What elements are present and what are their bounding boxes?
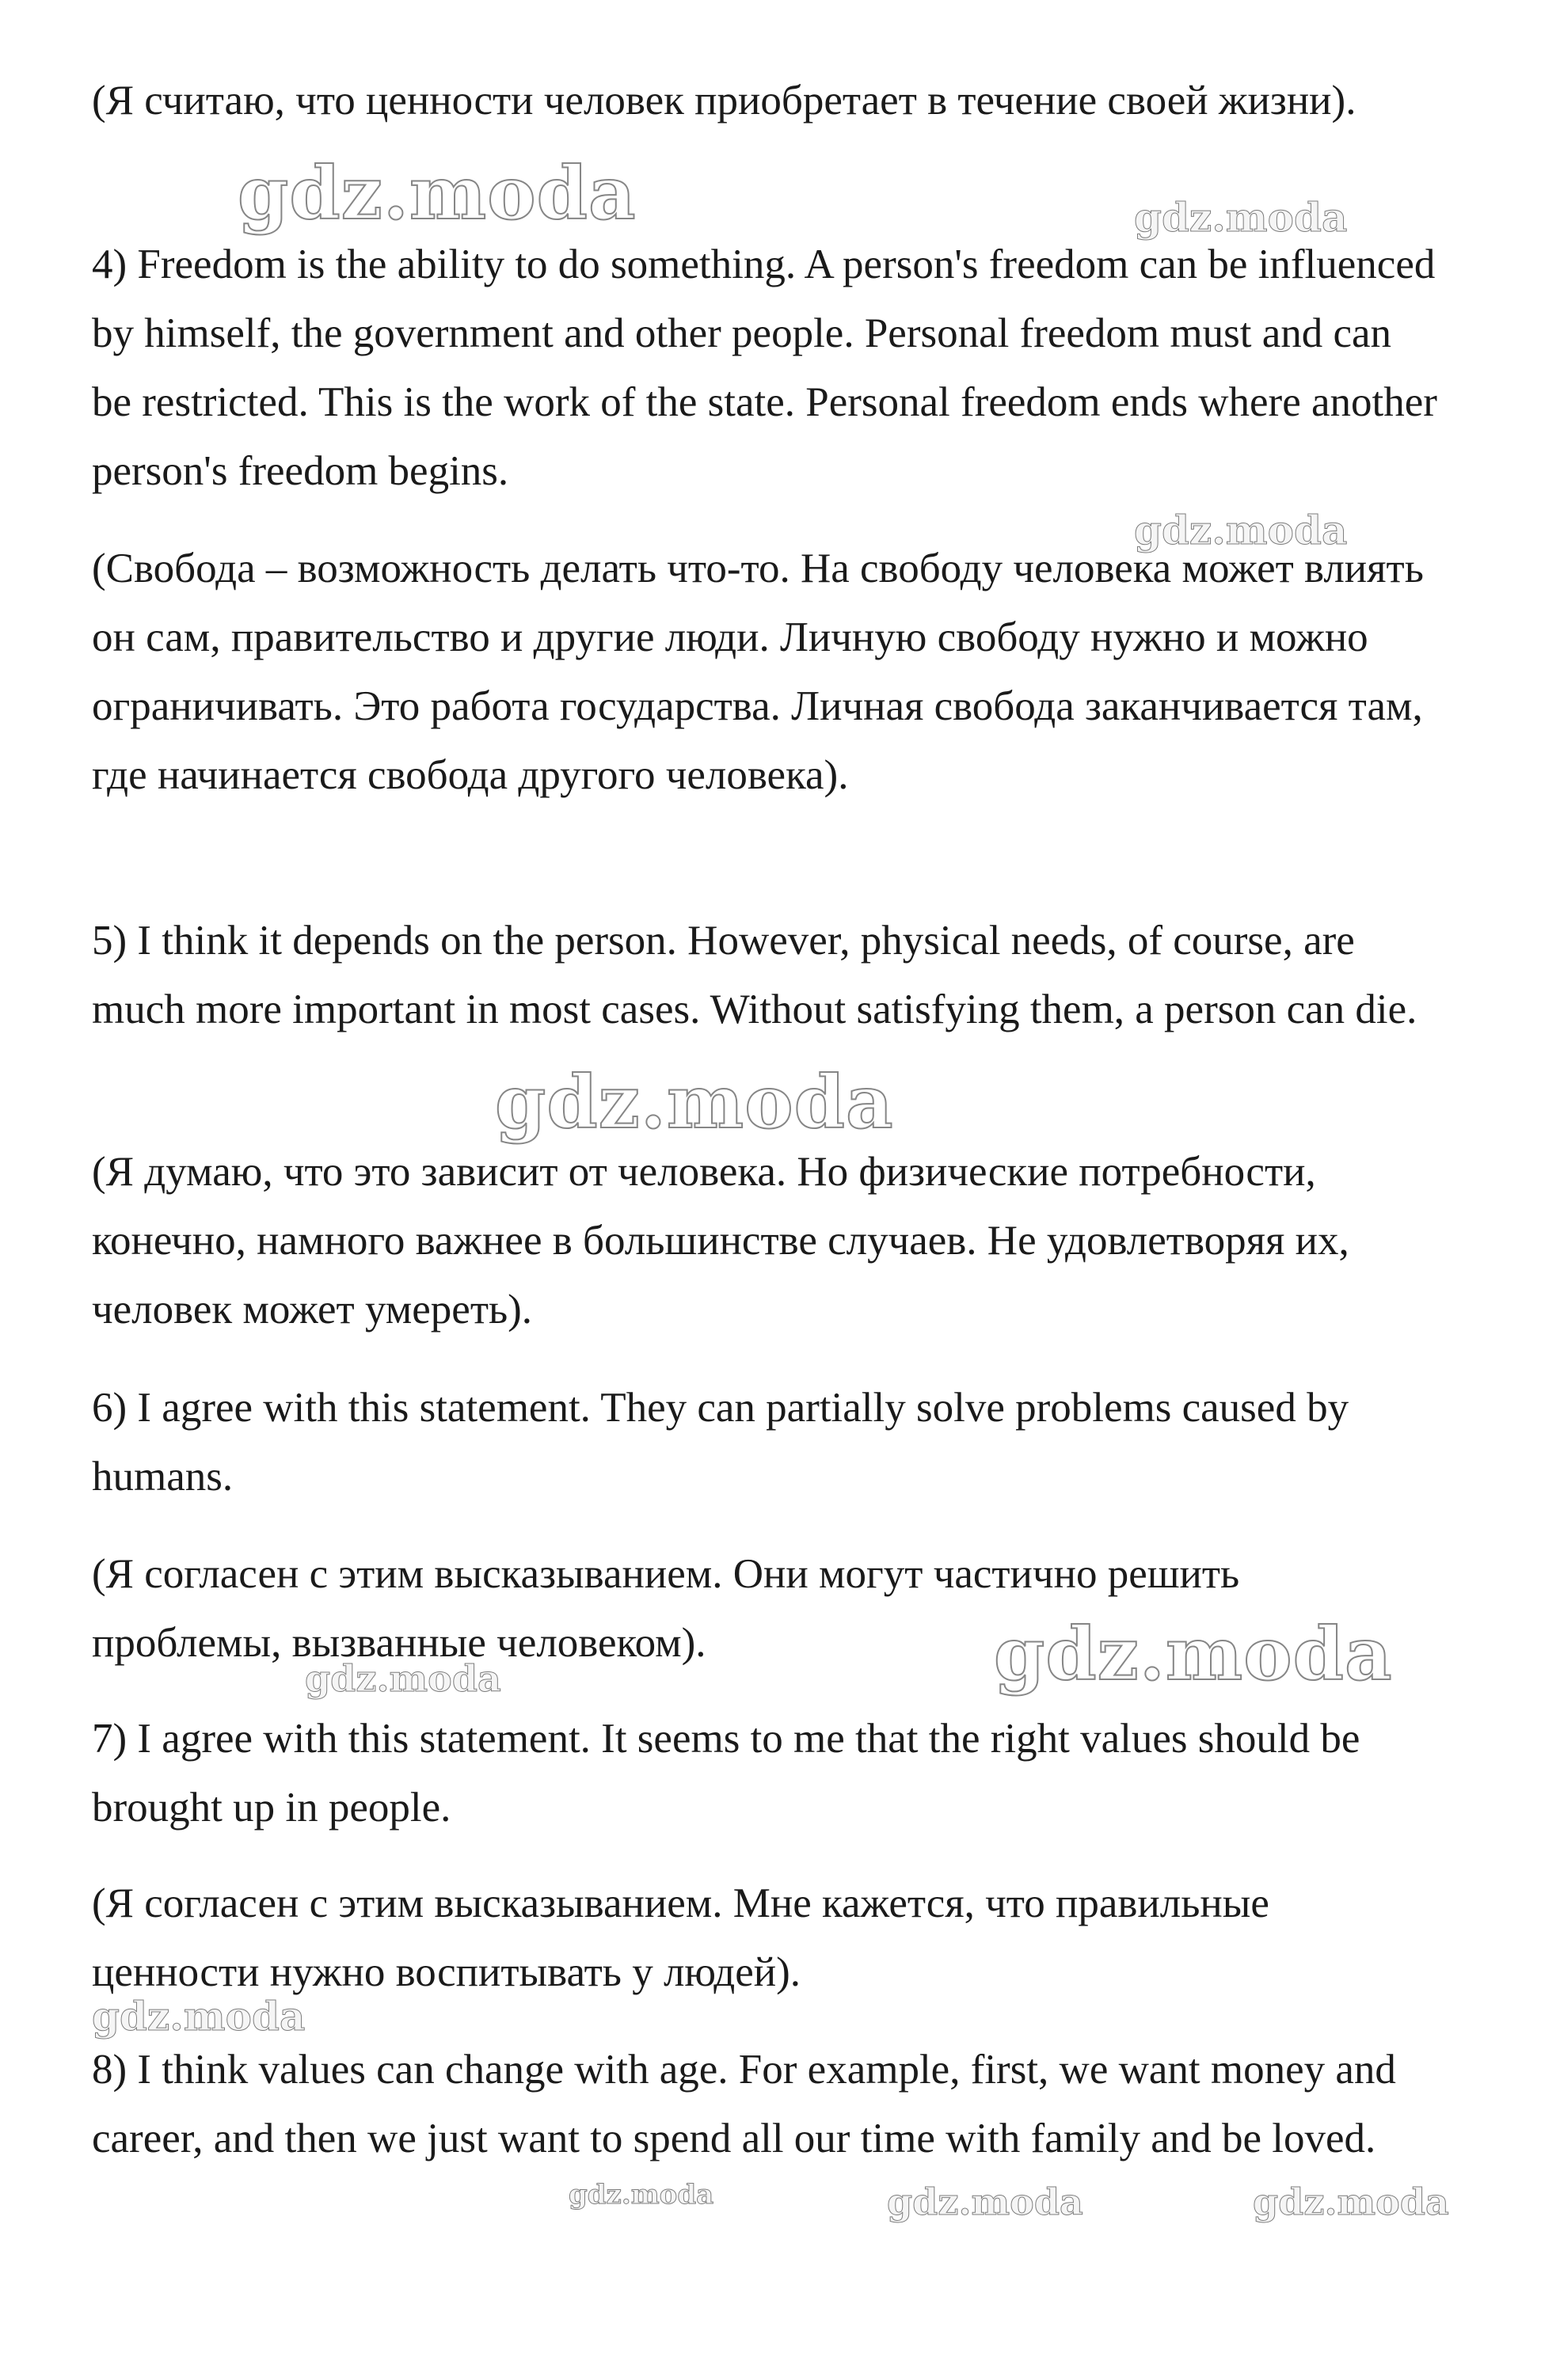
watermark-logo: gdz.moda xyxy=(305,1657,501,1700)
watermark-logo: gdz.moda xyxy=(1134,194,1348,241)
paragraph-en-answer-5: 5) I think it depends on the person. However, physical needs, of course, are much more important in most cases. Without satisfying them, a person can die. xyxy=(92,918,1417,1032)
watermark-logo: gdz.moda xyxy=(495,1059,894,1145)
watermark-logo: gdz.moda xyxy=(238,150,637,236)
watermark-logo: gdz.moda xyxy=(92,1993,306,2040)
paragraph-ru-answer-7: (Я согласен с этим высказыванием. Мне кажется, что правильные ценности нужно воспитывать у людей). xyxy=(92,1880,1269,1995)
watermark-logo: gdz.moda xyxy=(1134,507,1348,553)
paragraph-en-answer-8: 8) I think values can change with age. For example, first, we want money and career, and then we just want to spend all our time with family and be loved. xyxy=(92,2047,1396,2161)
paragraph-ru-answer-3: (Я считаю, что ценности человек приобретает в течение своей жизни). xyxy=(92,78,1356,124)
watermark-logo: gdz.moda xyxy=(1253,2180,1449,2223)
paragraph-en-answer-7: 7) I agree with this statement. It seems to me that the right values should be brought up in people. xyxy=(92,1716,1360,1831)
watermark-logo: gdz.moda xyxy=(887,2180,1083,2223)
paragraph-ru-answer-6: (Я согласен с этим высказыванием. Они могут частично решить проблемы, вызванные человеком). xyxy=(92,1551,1240,1666)
paragraph-ru-answer-4: (Свобода – возможность делать что-то. На свободу человека может влиять он сам, правительство и другие люди. Личную свободу нужно и можно ограничивать. Это работа государства. Личная свобода заканчивается там, где начинается свобода другого человека). xyxy=(92,546,1424,798)
watermark-logo: gdz.moda xyxy=(569,2179,714,2211)
watermark-logo: gdz.moda xyxy=(994,1611,1393,1697)
paragraph-en-answer-6: 6) I agree with this statement. They can partially solve problems caused by humans. xyxy=(92,1385,1349,1500)
paragraph-en-answer-4: 4) Freedom is the ability to do something. A person's freedom can be influenced by himself, the government and other people. Personal freedom must and can be restricted. This is the work of the state. Personal freedom ends where another person's freedom begins. xyxy=(92,241,1437,494)
paragraph-ru-answer-5: (Я думаю, что это зависит от человека. Но физические потребности, конечно, намного важнее в большинстве случаев. Не удовлетворяя их, человек может умереть). xyxy=(92,1149,1349,1333)
